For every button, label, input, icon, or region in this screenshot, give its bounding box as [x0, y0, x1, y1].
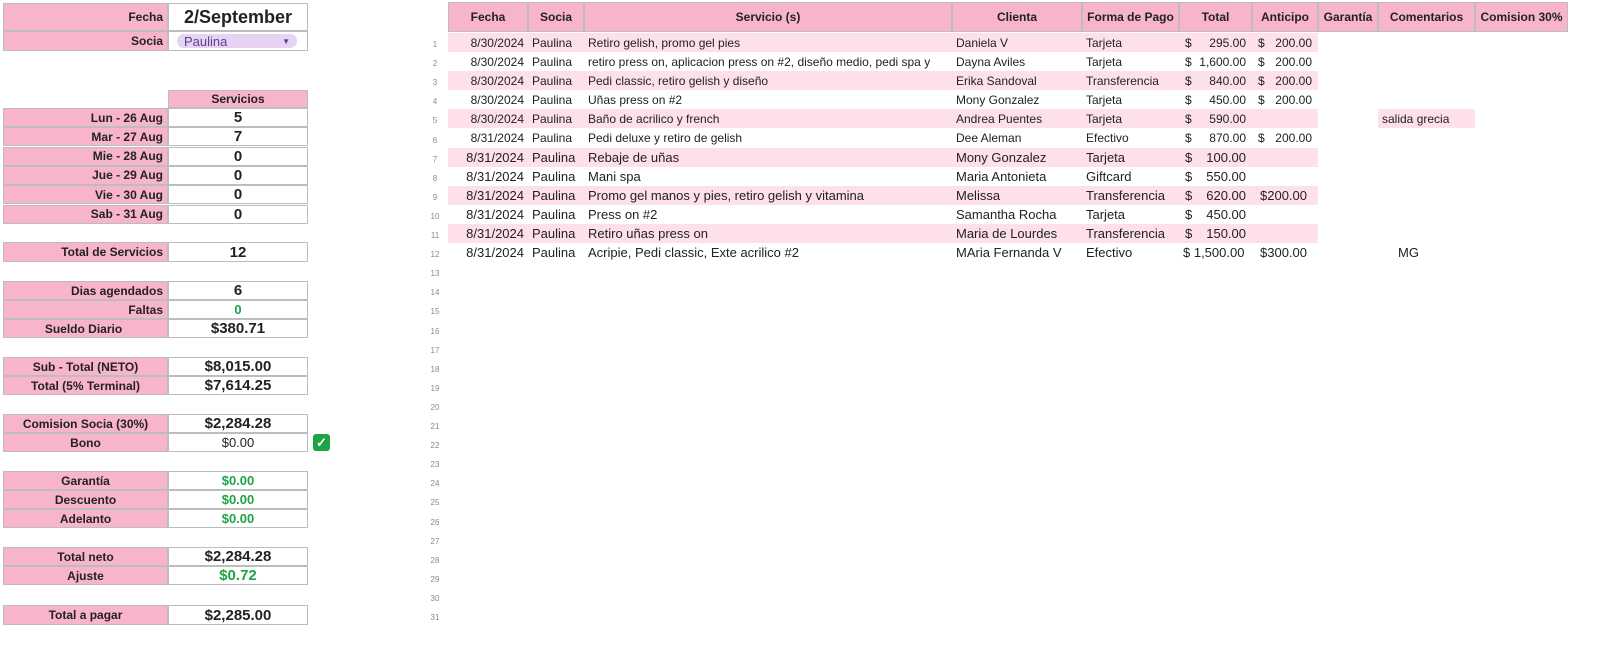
cell-comision[interactable]: [1475, 109, 1568, 128]
cell-servicio[interactable]: Press on #2: [588, 206, 658, 222]
cell-servicio[interactable]: Pedi deluxe y retiro de gelish: [588, 131, 743, 145]
table-row[interactable]: [448, 224, 1568, 243]
table-row[interactable]: [448, 33, 1568, 52]
day-label: Vie - 30 Aug: [3, 185, 168, 204]
cell-anticipo[interactable]: $300.00: [1260, 245, 1307, 261]
row-number: 20: [430, 402, 440, 412]
descuento-label: Descuento: [3, 490, 168, 509]
cell-garantia[interactable]: [1318, 52, 1378, 71]
table-row[interactable]: [448, 71, 1568, 90]
row-number: 27: [430, 536, 440, 546]
cell-clienta[interactable]: Samantha Rocha: [956, 206, 1057, 222]
table-row[interactable]: [448, 243, 1568, 262]
cell-fecha[interactable]: 8/31/2024: [466, 245, 524, 261]
cell-garantia[interactable]: [1318, 205, 1378, 224]
currency-symbol: $: [1185, 73, 1192, 88]
cell-anticipo[interactable]: [1252, 33, 1318, 52]
currency-symbol: $: [1258, 73, 1265, 88]
cell-comision[interactable]: [1475, 148, 1568, 167]
cell-total[interactable]: [1179, 129, 1252, 148]
cell-fecha[interactable]: 8/31/2024: [448, 186, 528, 205]
currency-symbol: $: [1185, 187, 1193, 203]
cell-anticipo[interactable]: [1252, 109, 1318, 128]
row-number: 15: [430, 307, 440, 317]
cell-garantia[interactable]: [1318, 224, 1378, 243]
amount: 870.00: [1209, 131, 1246, 145]
total-pagar-value[interactable]: $2,285.00: [168, 605, 308, 625]
header-comision[interactable]: Comision 30%: [1475, 2, 1568, 32]
cell-anticipo[interactable]: $200.00: [1252, 186, 1318, 205]
header-clienta[interactable]: Clienta: [952, 2, 1082, 32]
total-servicios-label: Total de Servicios: [3, 242, 168, 262]
cell-total[interactable]: [1179, 90, 1252, 109]
row-number: 14: [430, 288, 440, 298]
ajuste-label: Ajuste: [3, 566, 168, 585]
cell-comentarios[interactable]: [1378, 205, 1475, 224]
cell-comision[interactable]: [1475, 52, 1568, 71]
cell-pago[interactable]: Transferencia: [1082, 71, 1179, 90]
header-anticipo[interactable]: Anticipo: [1252, 2, 1318, 32]
cell-comentarios[interactable]: [1378, 90, 1475, 109]
cell-socia[interactable]: Paulina: [532, 54, 573, 69]
cell-fecha[interactable]: 8/31/2024: [466, 168, 524, 184]
cell-anticipo[interactable]: [1252, 52, 1318, 71]
cell-total[interactable]: [1179, 109, 1252, 128]
checkmark-icon: ✓: [316, 434, 327, 450]
amount: 620.00: [1206, 187, 1246, 203]
day-label: Jue - 29 Aug: [3, 166, 168, 185]
cell-fecha[interactable]: 8/30/2024: [448, 71, 528, 90]
currency-symbol: $: [1258, 131, 1265, 145]
cell-socia[interactable]: Paulina: [528, 33, 584, 52]
cell-socia[interactable]: Paulina: [528, 186, 584, 205]
row-number: 9: [432, 192, 438, 202]
descuento-value[interactable]: $0.00: [168, 490, 308, 509]
row-number: 17: [430, 345, 440, 355]
total-terminal-value[interactable]: $7,614.25: [168, 376, 308, 395]
day-label: Mie - 28 Aug: [3, 147, 168, 166]
currency-symbol: $: [1258, 54, 1265, 69]
row-number: 2: [432, 59, 438, 69]
day-value[interactable]: 5: [168, 108, 308, 127]
cell-anticipo[interactable]: [1252, 205, 1318, 224]
day-label: Lun - 26 Aug: [3, 108, 168, 127]
cell-total[interactable]: [1179, 148, 1252, 167]
garantia-label: Garantía: [3, 471, 168, 490]
cell-fecha[interactable]: 8/30/2024: [470, 54, 524, 69]
currency-symbol: $: [1185, 54, 1192, 69]
cell-garantia[interactable]: [1318, 90, 1378, 109]
currency-symbol: $: [1185, 206, 1193, 222]
subtotal-value[interactable]: $8,015.00: [168, 357, 308, 376]
cell-garantia[interactable]: [1318, 148, 1378, 167]
row-number: 28: [430, 555, 440, 565]
currency-symbol: $: [1185, 131, 1192, 145]
sueldo-value[interactable]: $380.71: [168, 319, 308, 338]
cell-clienta[interactable]: Melissa: [952, 186, 1082, 205]
cell-clienta[interactable]: Dee Aleman: [956, 131, 1022, 145]
row-number: 29: [430, 574, 440, 584]
amount: 590.00: [1209, 111, 1246, 126]
table-row[interactable]: [448, 167, 1568, 186]
bono-checkbox[interactable]: [313, 434, 330, 451]
cell-total[interactable]: [1179, 186, 1252, 205]
cell-garantia[interactable]: [1318, 186, 1378, 205]
socia-label: Socia: [3, 31, 168, 51]
cell-fecha[interactable]: 8/31/2024: [448, 148, 528, 167]
row-number: 13: [430, 269, 440, 279]
cell-garantia[interactable]: [1318, 243, 1378, 262]
amount: 550.00: [1206, 168, 1246, 184]
cell-pago[interactable]: Tarjeta: [1086, 54, 1123, 69]
header-servicio[interactable]: Servicio (s): [584, 2, 952, 32]
row-number: 1: [432, 40, 438, 49]
cell-socia[interactable]: Paulina: [532, 92, 573, 107]
cell-pago[interactable]: Efectivo: [1086, 245, 1133, 261]
cell-garantia[interactable]: [1318, 109, 1378, 128]
row-number: 26: [430, 517, 440, 527]
amount: 840.00: [1209, 73, 1246, 88]
day-value[interactable]: 0: [168, 147, 308, 166]
cell-comision[interactable]: [1475, 243, 1568, 262]
table-row[interactable]: [448, 90, 1568, 109]
amount: 200.00: [1275, 92, 1312, 107]
currency-symbol: $: [1185, 168, 1193, 184]
cell-fecha[interactable]: 8/30/2024: [448, 109, 528, 128]
row-number: 18: [430, 364, 440, 374]
total-terminal-label: Total (5% Terminal): [3, 376, 168, 395]
cell-comision[interactable]: [1475, 205, 1568, 224]
table-row[interactable]: [448, 205, 1568, 224]
cell-socia[interactable]: Paulina: [532, 245, 576, 261]
cell-clienta[interactable]: Mony Gonzalez: [956, 92, 1040, 107]
cell-socia[interactable]: Paulina: [532, 131, 573, 145]
cell-pago[interactable]: Tarjeta: [1082, 148, 1179, 167]
day-value[interactable]: 7: [168, 127, 308, 146]
cell-total[interactable]: [1179, 167, 1252, 186]
cell-servicio[interactable]: Uñas press on #2: [588, 92, 683, 107]
cell-pago[interactable]: Giftcard: [1086, 168, 1132, 184]
cell-fecha[interactable]: 8/30/2024: [448, 33, 528, 52]
cell-servicio[interactable]: Retiro gelish, promo gel pies: [584, 33, 952, 52]
header-forma-pago[interactable]: Forma de Pago: [1082, 2, 1179, 32]
cell-fecha[interactable]: 8/31/2024: [470, 131, 524, 145]
amount: 200.00: [1275, 54, 1312, 69]
socia-cell: [168, 31, 308, 51]
cell-comision[interactable]: [1475, 186, 1568, 205]
dias-agendados-value[interactable]: 6: [168, 281, 308, 300]
cell-comentarios[interactable]: [1378, 186, 1475, 205]
currency-symbol: $: [1185, 226, 1193, 241]
row-number: 31: [430, 613, 440, 622]
row-number: 6: [432, 135, 438, 145]
subtotal-label: Sub - Total (NETO): [3, 357, 168, 376]
fecha-label: Fecha: [3, 3, 168, 31]
cell-anticipo[interactable]: [1252, 71, 1318, 90]
adelanto-label: Adelanto: [3, 509, 168, 528]
cell-servicio[interactable]: Acripie, Pedi classic, Exte acrilico #2: [588, 245, 799, 261]
cell-comision[interactable]: [1475, 167, 1568, 186]
cell-servicio[interactable]: Retiro uñas press on: [584, 224, 952, 243]
cell-anticipo[interactable]: [1252, 90, 1318, 109]
comision-value[interactable]: $2,284.28: [168, 414, 308, 433]
cell-socia[interactable]: Paulina: [528, 224, 584, 243]
row-number: 23: [430, 460, 440, 470]
cell-garantia[interactable]: [1318, 129, 1378, 148]
cell-comentarios[interactable]: [1378, 224, 1475, 243]
cell-fecha[interactable]: 8/30/2024: [470, 92, 524, 107]
cell-clienta[interactable]: Daniela V: [952, 33, 1082, 52]
cell-comision[interactable]: [1475, 90, 1568, 109]
cell-servicio[interactable]: Promo gel manos y pies, retiro gelish y vitamina: [584, 186, 952, 205]
cell-socia[interactable]: Paulina: [528, 148, 584, 167]
amount: 200.00: [1275, 131, 1312, 145]
amount: 1,600.00: [1199, 54, 1246, 69]
cell-pago[interactable]: Tarjeta: [1082, 109, 1179, 128]
row-number: 12: [430, 250, 440, 260]
cell-total[interactable]: [1179, 71, 1252, 90]
cell-comision[interactable]: [1475, 129, 1568, 148]
adelanto-value[interactable]: $0.00: [168, 509, 308, 528]
header-comentarios[interactable]: Comentarios: [1378, 2, 1475, 32]
total-servicios-value[interactable]: 12: [168, 242, 308, 262]
cell-total[interactable]: [1179, 33, 1252, 52]
cell-clienta[interactable]: Andrea Puentes: [952, 109, 1082, 128]
row-number: 5: [432, 116, 438, 126]
garantia-value[interactable]: $0.00: [168, 471, 308, 490]
cell-total[interactable]: [1179, 224, 1252, 243]
cell-total[interactable]: [1179, 205, 1252, 224]
header-fecha[interactable]: Fecha: [448, 2, 528, 32]
cell-fecha[interactable]: 8/31/2024: [466, 206, 524, 222]
header-socia[interactable]: Socia: [528, 2, 584, 32]
total-neto-label: Total neto: [3, 547, 168, 566]
day-value[interactable]: 0: [168, 166, 308, 185]
day-value[interactable]: 0: [168, 185, 308, 204]
cell-clienta[interactable]: Erika Sandoval: [952, 71, 1082, 90]
row-number: 24: [430, 479, 440, 489]
cell-fecha[interactable]: 8/31/2024: [448, 224, 528, 243]
cell-anticipo[interactable]: [1252, 224, 1318, 243]
cell-clienta[interactable]: Mony Gonzalez: [952, 148, 1082, 167]
cell-anticipo[interactable]: [1252, 148, 1318, 167]
dias-agendados-label: Dias agendados: [3, 281, 168, 300]
fecha-value[interactable]: 2/September: [168, 3, 308, 31]
day-label: Mar - 27 Aug: [3, 127, 168, 146]
row-number: 30: [430, 593, 440, 603]
cell-anticipo[interactable]: [1252, 129, 1318, 148]
row-number: 3: [432, 78, 438, 88]
header-total[interactable]: Total: [1179, 2, 1252, 32]
socia-dropdown-value: Paulina: [184, 33, 228, 49]
cell-socia[interactable]: Paulina: [532, 206, 576, 222]
cell-pago[interactable]: Efectivo: [1086, 131, 1129, 145]
cell-clienta[interactable]: MAria Fernanda V: [956, 245, 1062, 261]
cell-garantia[interactable]: [1318, 33, 1378, 52]
day-value[interactable]: 0: [168, 205, 308, 224]
amount: 450.00: [1209, 92, 1246, 107]
day-label: Sab - 31 Aug: [3, 205, 168, 224]
amount: 150.00: [1206, 226, 1246, 241]
cell-garantia[interactable]: [1318, 167, 1378, 186]
comision-label: Comision Socia (30%): [3, 414, 168, 433]
cell-clienta[interactable]: Maria de Lourdes: [952, 224, 1082, 243]
row-number: 4: [432, 97, 438, 107]
currency-symbol: $: [1185, 92, 1192, 107]
socia-dropdown[interactable]: [177, 34, 297, 48]
cell-comentarios[interactable]: [1378, 71, 1475, 90]
cell-comentarios[interactable]: salida grecia: [1378, 109, 1475, 128]
currency-symbol: $: [1185, 111, 1192, 126]
cell-comision[interactable]: [1475, 71, 1568, 90]
header-garantia[interactable]: Garantía: [1318, 2, 1378, 32]
cell-servicio[interactable]: Rebaje de uñas: [584, 148, 952, 167]
cell-comentarios[interactable]: [1378, 167, 1475, 186]
cell-garantia[interactable]: [1318, 71, 1378, 90]
cell-servicio[interactable]: retiro press on, aplicacion press on #2, diseño medio, pedi spa y: [588, 54, 931, 69]
cell-servicio[interactable]: Baño de acrilico y french: [584, 109, 952, 128]
sueldo-label: Sueldo Diario: [3, 319, 168, 338]
chevron-down-icon: ▼: [282, 36, 290, 46]
cell-pago[interactable]: Tarjeta: [1086, 206, 1126, 222]
cell-comision[interactable]: [1475, 33, 1568, 52]
cell-comision[interactable]: [1475, 224, 1568, 243]
cell-comentarios[interactable]: MG: [1398, 245, 1419, 261]
cell-pago[interactable]: Tarjeta: [1082, 33, 1179, 52]
ajuste-value[interactable]: $0.72: [168, 566, 308, 585]
row-number: 11: [430, 231, 440, 240]
row-number: 16: [430, 326, 440, 336]
cell-clienta[interactable]: Maria Antonieta: [956, 168, 1047, 184]
cell-pago[interactable]: Transferencia: [1082, 224, 1179, 243]
faltas-value[interactable]: 0: [168, 300, 308, 319]
table-row[interactable]: [448, 52, 1568, 71]
row-number: 22: [430, 441, 440, 451]
cell-comentarios[interactable]: [1378, 129, 1475, 148]
table-row[interactable]: [448, 186, 1568, 205]
table-row[interactable]: [448, 129, 1568, 148]
amount: 200.00: [1275, 73, 1312, 88]
bono-value[interactable]: $0.00: [168, 433, 308, 452]
cell-comentarios[interactable]: [1378, 52, 1475, 71]
currency-symbol: $: [1258, 35, 1265, 50]
servicios-header: Servicios: [168, 90, 308, 108]
currency-symbol: $: [1258, 92, 1265, 107]
currency-symbol: $: [1185, 35, 1192, 50]
total-pagar-label: Total a pagar: [3, 605, 168, 625]
cell-clienta[interactable]: Dayna Aviles: [956, 54, 1026, 69]
cell-servicio[interactable]: Mani spa: [588, 168, 641, 184]
row-number: 25: [430, 498, 440, 508]
row-number: 8: [432, 173, 438, 183]
cell-total[interactable]: $ 1,500.00: [1183, 245, 1245, 261]
cell-comentarios[interactable]: [1378, 148, 1475, 167]
cell-pago[interactable]: Transferencia: [1082, 186, 1179, 205]
table-row[interactable]: [448, 148, 1568, 167]
amount: 295.00: [1209, 35, 1246, 50]
faltas-label: Faltas: [3, 300, 168, 319]
total-neto-value[interactable]: $2,284.28: [168, 547, 308, 566]
cell-socia[interactable]: Paulina: [528, 71, 584, 90]
cell-total[interactable]: [1179, 52, 1252, 71]
amount: 100.00: [1206, 149, 1246, 165]
cell-anticipo[interactable]: [1252, 167, 1318, 186]
cell-servicio[interactable]: Pedi classic, retiro gelish y diseño: [584, 71, 952, 90]
cell-socia[interactable]: Paulina: [528, 109, 584, 128]
cell-pago[interactable]: Tarjeta: [1086, 92, 1123, 107]
row-number: 7: [432, 154, 438, 164]
row-number: 21: [430, 422, 440, 431]
row-number: 10: [430, 211, 440, 221]
table-row[interactable]: [448, 109, 1568, 128]
row-number: 19: [430, 383, 440, 393]
amount: 200.00: [1275, 35, 1312, 50]
bono-label: Bono: [3, 433, 168, 452]
amount: 450.00: [1206, 206, 1246, 222]
cell-socia[interactable]: Paulina: [532, 168, 576, 184]
cell-comentarios[interactable]: [1378, 33, 1475, 52]
currency-symbol: $: [1185, 149, 1193, 165]
